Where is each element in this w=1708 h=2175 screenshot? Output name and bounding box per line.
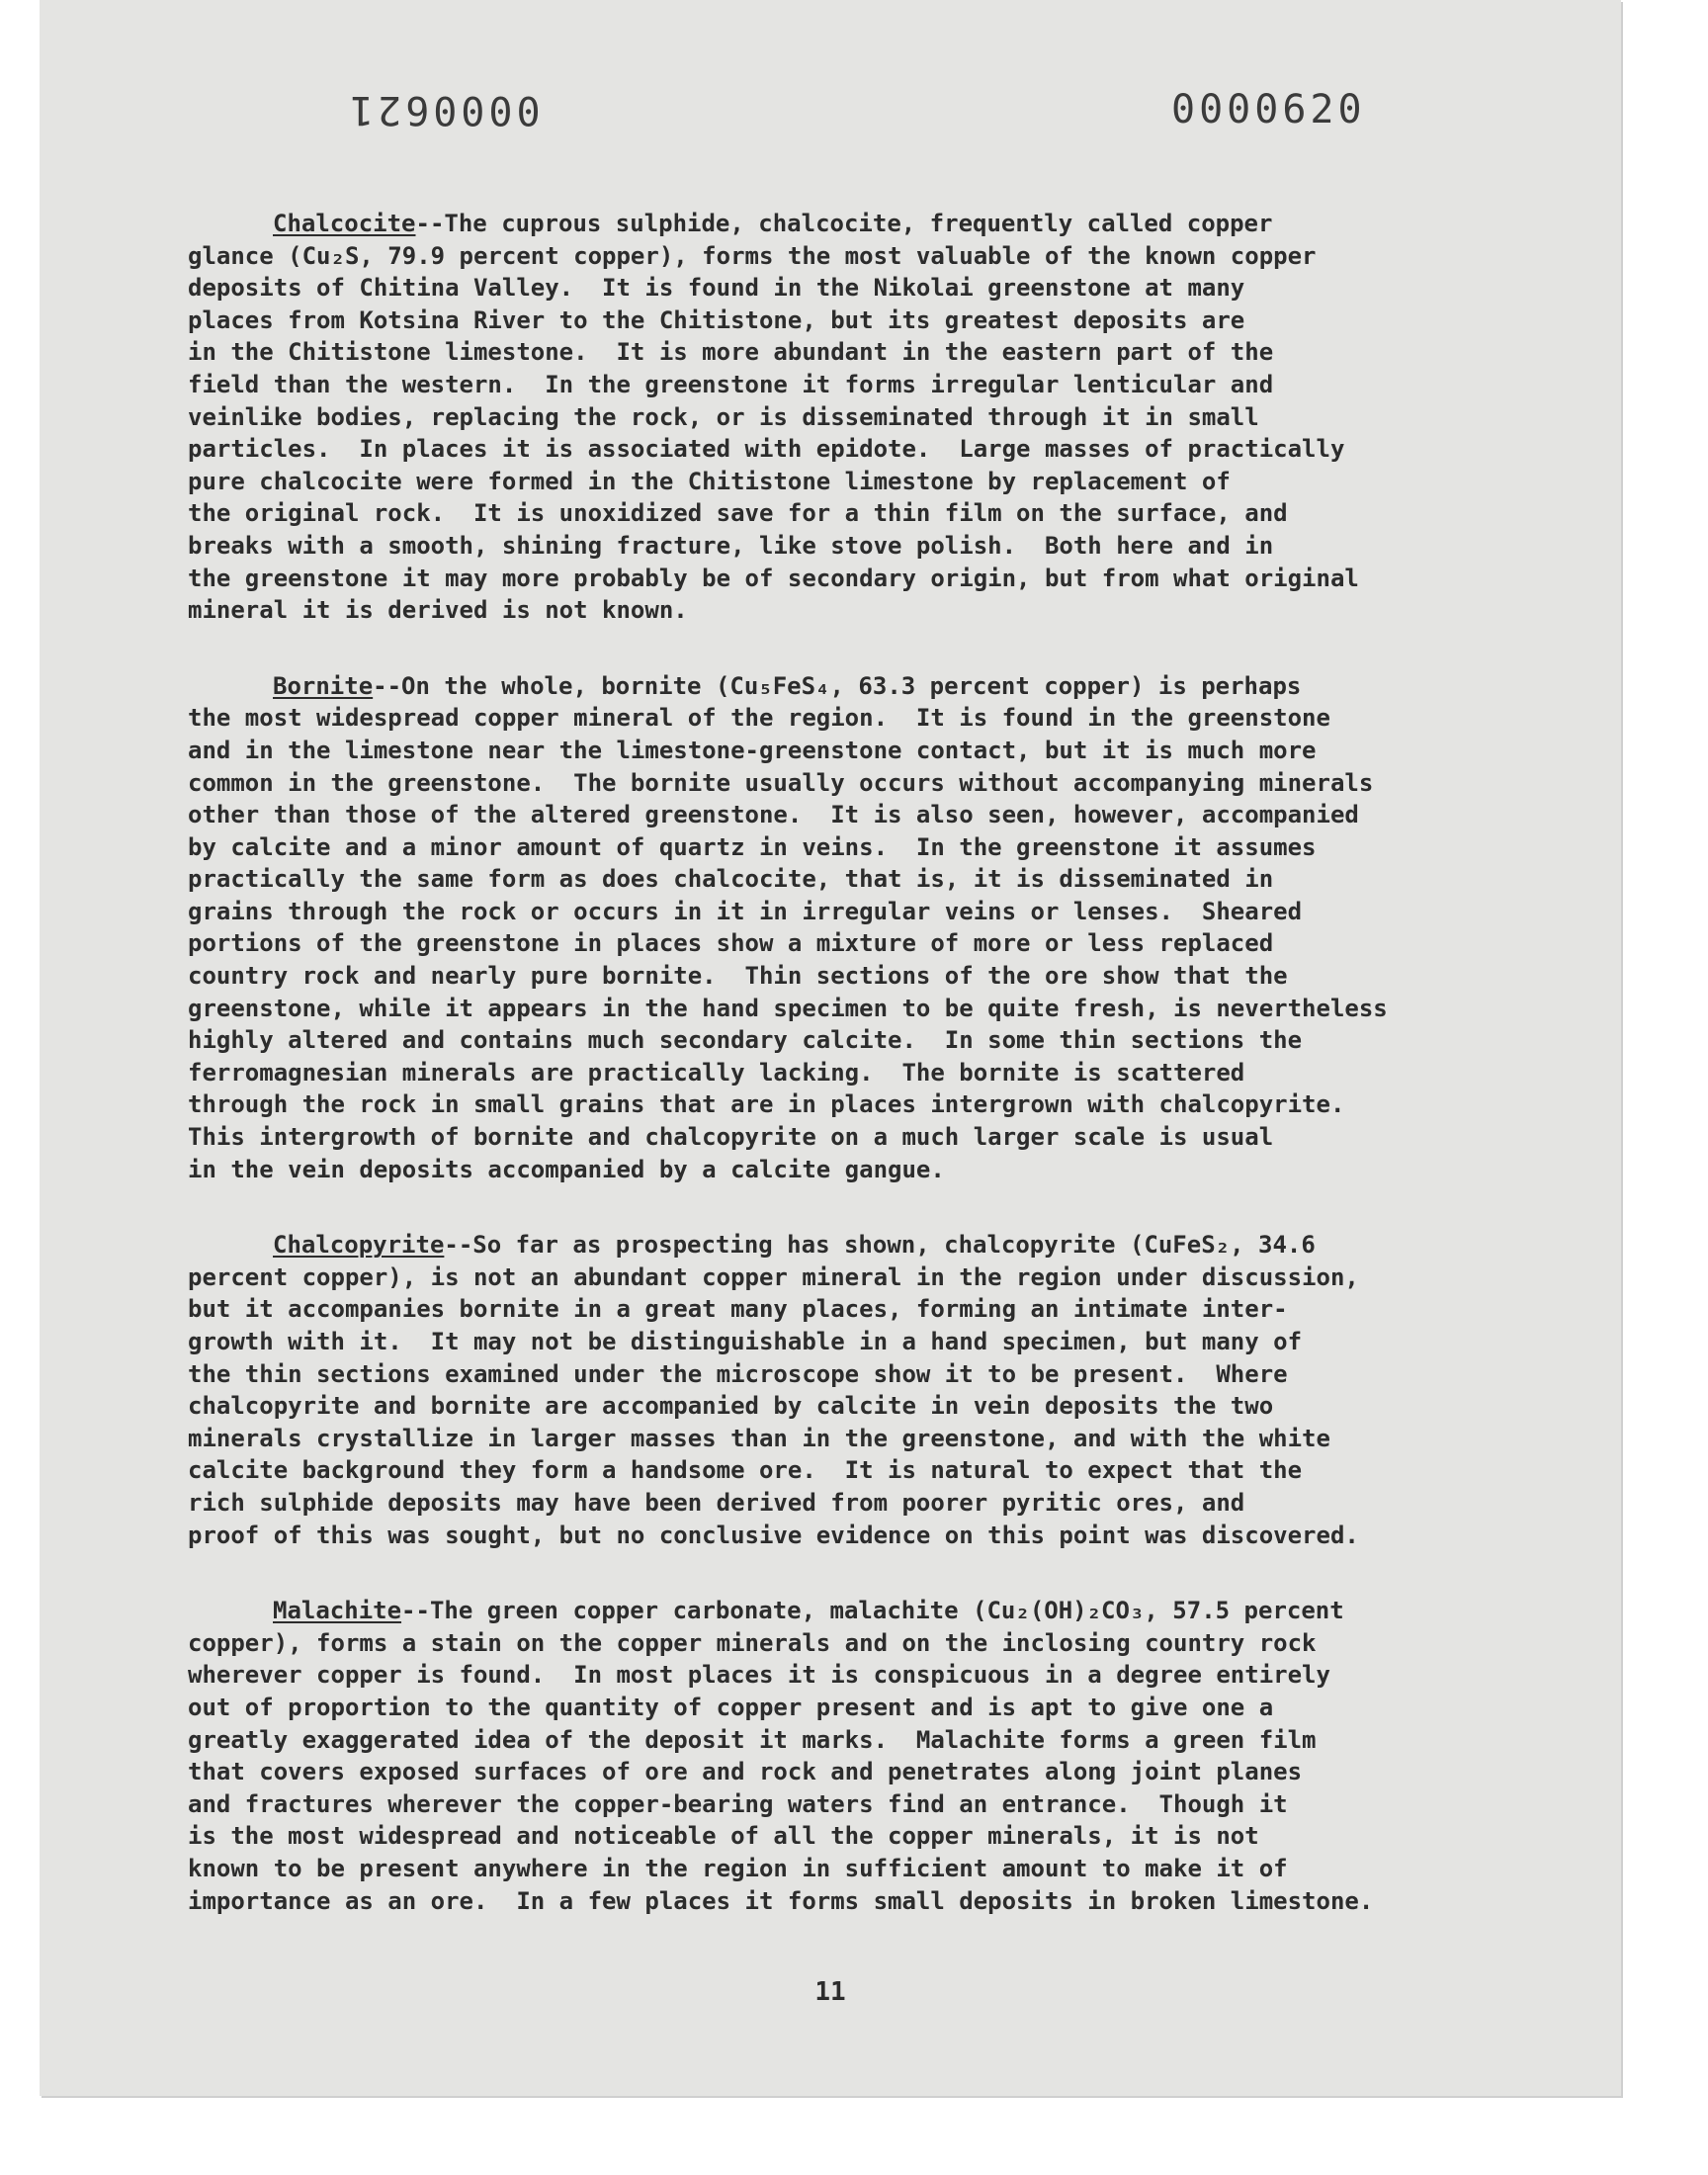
stamp-number-right: 0000620 bbox=[1171, 87, 1366, 132]
text-line: in the Chitistone limestone. It is more abundant in the eastern part of the bbox=[188, 338, 1274, 367]
text-line: is the most widespread and noticeable of all the copper minerals, it is not bbox=[188, 1822, 1259, 1851]
stamp-number-left: 0000621 bbox=[346, 87, 541, 132]
body-text bbox=[188, 208, 1611, 1917]
text-line: practically the same form as does chalcocite, that is, it is disseminated in bbox=[188, 865, 1274, 894]
text-line: but it accompanies bornite in a great many places, forming an intimate inter- bbox=[188, 1295, 1288, 1324]
text-line: in the vein deposits accompanied by a calcite gangue. bbox=[188, 1155, 945, 1183]
text-line: importance as an ore. In a few places it forms small deposits in broken limestone. bbox=[188, 1886, 1374, 1915]
text-line: greatly exaggerated idea of the deposit it marks. Malachite forms a green film bbox=[188, 1725, 1317, 1754]
paragraph-text: --The green copper carbonate, malachite (Cu₂(OH)₂CO₃, 57.5 percent bbox=[401, 1597, 1344, 1625]
text-line: country rock and nearly pure bornite. Thin sections of the ore show that the bbox=[188, 962, 1288, 991]
paragraph-text: --So far as prospecting has shown, chalcopyrite (CuFeS₂, 34.6 bbox=[444, 1231, 1316, 1260]
text-line: breaks with a smooth, shining fracture, like stove polish. Both here and in bbox=[188, 531, 1274, 560]
text-line: portions of the greenstone in places show a mixture of more or less replaced bbox=[188, 929, 1274, 958]
paragraph-text: --On the whole, bornite (Cu₅FeS₄, 63.3 percent copper) is perhaps bbox=[373, 671, 1302, 700]
section-heading: Chalcopyrite bbox=[273, 1231, 445, 1260]
section-heading: Bornite bbox=[273, 671, 374, 700]
text-line: This intergrowth of bornite and chalcopyrite on a much larger scale is usual bbox=[188, 1123, 1274, 1152]
text-line: through the rock in small grains that are in places intergrown with chalcopyrite. bbox=[188, 1090, 1345, 1119]
section-heading: Chalcocite bbox=[273, 210, 416, 237]
text-line: deposits of Chitina Valley. It is found in the Nikolai greenstone at many bbox=[188, 274, 1245, 303]
text-line: particles. In places it is associated with epidote. Large masses of practically bbox=[188, 435, 1345, 464]
paragraph-first-line bbox=[188, 1229, 1611, 1262]
text-line: highly altered and contains much secondary calcite. In some thin sections the bbox=[188, 1026, 1303, 1055]
text-line: places from Kotsina River to the Chitistone, but its greatest deposits are bbox=[188, 305, 1245, 334]
text-line: mineral it is derived is not known. bbox=[188, 596, 688, 625]
paragraph-first-line bbox=[188, 1595, 1611, 1627]
page-number: 11 bbox=[814, 1977, 846, 2007]
text-line: rich sulphide deposits may have been derived from poorer pyritic ores, and bbox=[188, 1488, 1245, 1517]
text-line: greenstone, while it appears in the hand specimen to be quite fresh, is nevertheless bbox=[188, 994, 1388, 1022]
text-line: the thin sections examined under the microscope show it to be present. Where bbox=[188, 1359, 1288, 1388]
text-line: common in the greenstone. The bornite usually occurs without accompanying minerals bbox=[188, 768, 1374, 797]
text-line: other than those of the altered greenstone. It is also seen, however, accompanied bbox=[188, 801, 1359, 829]
text-line: field than the western. In the greenstone it forms irregular lenticular and bbox=[188, 370, 1274, 398]
text-line: by calcite and a minor amount of quartz in veins. In the greenstone it assumes bbox=[188, 832, 1317, 861]
document-page bbox=[40, 0, 1621, 2096]
text-line: growth with it. It may not be distinguishable in a hand specimen, but many of bbox=[188, 1328, 1303, 1355]
text-line: the most widespread copper mineral of the region. It is found in the greenstone bbox=[188, 704, 1330, 733]
text-line: minerals crystallize in larger masses than in the greenstone, and with the white bbox=[188, 1424, 1330, 1452]
text-line: proof of this was sought, but no conclusive evidence on this point was discovered. bbox=[188, 1521, 1359, 1549]
text-line: calcite background they form a handsome ore. It is natural to expect that the bbox=[188, 1456, 1303, 1485]
text-line: and fractures wherever the copper-bearing waters find an entrance. Though it bbox=[188, 1789, 1288, 1818]
paragraph-first-line bbox=[188, 670, 1611, 703]
text-line: out of proportion to the quantity of copper present and is apt to give one a bbox=[188, 1693, 1274, 1721]
paragraph-first-line bbox=[188, 208, 1611, 240]
text-line: ferromagnesian minerals are practically lacking. The bornite is scattered bbox=[188, 1058, 1245, 1087]
text-line: wherever copper is found. In most places it is conspicuous in a degree entirely bbox=[188, 1661, 1330, 1690]
section-heading: Malachite bbox=[273, 1597, 402, 1625]
text-line: chalcopyrite and bornite are accompanied by calcite in vein deposits the two bbox=[188, 1392, 1274, 1421]
text-line: and in the limestone near the limestone-greenstone contact, but it is much more bbox=[188, 736, 1317, 764]
paragraph-text: --The cuprous sulphide, chalcocite, frequently called copper bbox=[415, 210, 1273, 237]
text-line: grains through the rock or occurs in it in irregular veins or lenses. Sheared bbox=[188, 897, 1303, 925]
text-line: the original rock. It is unoxidized save for a thin film on the surface, and bbox=[188, 499, 1288, 528]
paragraph-malachite bbox=[188, 1595, 1611, 1917]
text-line: that covers exposed surfaces of ore and rock and penetrates along joint planes bbox=[188, 1758, 1303, 1786]
text-line: veinlike bodies, replacing the rock, or is disseminated through it in small bbox=[188, 402, 1259, 431]
text-line: known to be present anywhere in the region in sufficient amount to make it of bbox=[188, 1854, 1288, 1882]
paragraph-bornite bbox=[188, 670, 1611, 1186]
paragraph-chalcocite bbox=[188, 208, 1611, 627]
text-line: the greenstone it may more probably be of secondary origin, but from what original bbox=[188, 564, 1359, 592]
text-line: copper), forms a stain on the copper minerals and on the inclosing country rock bbox=[188, 1628, 1317, 1657]
text-line: pure chalcocite were formed in the Chitistone limestone by replacement of bbox=[188, 467, 1231, 495]
paragraph-chalcopyrite bbox=[188, 1229, 1611, 1551]
text-line: glance (Cu₂S, 79.9 percent copper), forms the most valuable of the known copper bbox=[188, 241, 1317, 270]
text-line: percent copper), is not an abundant copper mineral in the region under discussion, bbox=[188, 1262, 1359, 1291]
